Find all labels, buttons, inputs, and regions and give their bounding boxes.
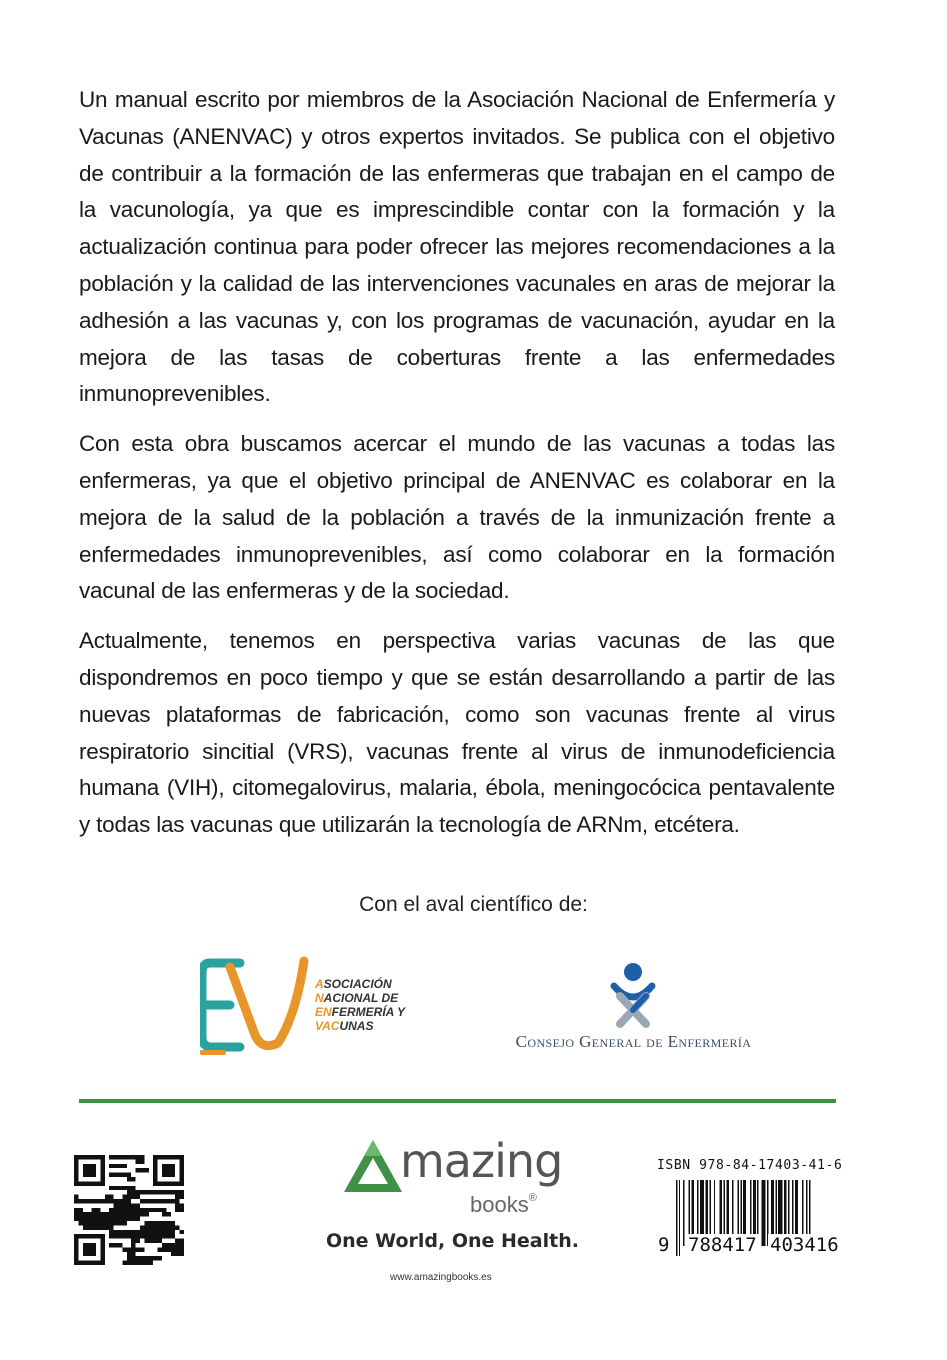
amazing-triangle-icon — [342, 1138, 404, 1194]
back-cover-text — [79, 82, 835, 857]
anenvac-logo — [200, 955, 430, 1057]
cge-logo — [496, 962, 771, 1054]
isbn-label: ISBN 978-84-17403-41-6 — [657, 1158, 843, 1173]
paragraph-1: Un manual escrito por miembros de la Asociación Nacional de Enfermería y Vacunas (ANENVAC) y otros expertos invitados. Se publica con el objetivo de contribuir a la formación de las enfermeras que trabajan en el campo de la vacunología, ya que es imprescindible contar con la formación y la actualización continua para poder ofrecer las mejores recomendaciones a la población y la calidad de las intervenciones vacunales en aras de mejorar la adhesión a las vacunas y, con los programas de vacunación, ayudar en la mejora de las tasas de coberturas frente a las enfermedades inmunoprevenibles. — [79, 87, 835, 407]
paragraph-2: Con esta obra buscamos acercar el mundo de las vacunas a todas las enfermeras, ya que el objetivo principal de ANENVAC es colaborar en la mejora de la salud de la población a través de la inmunización frente a enfermedades inmunoprevenibles, así como colaborar en la formación vacunal de las enfermeras y de la sociedad. — [79, 431, 835, 604]
barcode-digit-first: 9 — [658, 1234, 670, 1256]
publisher-logo — [320, 1132, 590, 1292]
publisher-sub: books® — [470, 1192, 537, 1217]
cge-figure-icon — [608, 962, 658, 1028]
publisher-url: www.amazingbooks.es — [390, 1272, 492, 1283]
cge-name: Consejo General de Enfermería — [515, 1032, 752, 1051]
publisher-tagline: One World, One Health. — [326, 1230, 579, 1252]
anenvac-name: ASOCIACIÓN NACIONAL DE ENFERMERÍA Y VACUNAS — [315, 977, 406, 1033]
paragraph-3: Actualmente, tenemos en perspectiva varias vacunas de las que dispondremos en poco tiempo y que se están desarrollando a partir de las nuevas plataformas de fabricación, como son vacunas frente al virus respiratorio sincitial (VRS), vacunas frente al virus de inmunodeficiencia humana (VIH), citomegalovirus, malaria, ébola, meningocócica pentavalente y todas las vacunas que utilizarán la tecnología de ARNm, etcétera. — [79, 628, 835, 838]
barcode-digits-right: 403416 — [770, 1234, 839, 1256]
barcode-digits-left: 788417 — [688, 1234, 757, 1256]
anenvac-ev-icon — [200, 955, 315, 1057]
endorsement-label: Con el aval científico de: — [359, 893, 588, 916]
publisher-name: mazing — [400, 1134, 563, 1188]
footer-divider — [79, 1099, 836, 1103]
isbn-barcode — [652, 1158, 862, 1263]
qr-code-icon — [74, 1155, 184, 1265]
